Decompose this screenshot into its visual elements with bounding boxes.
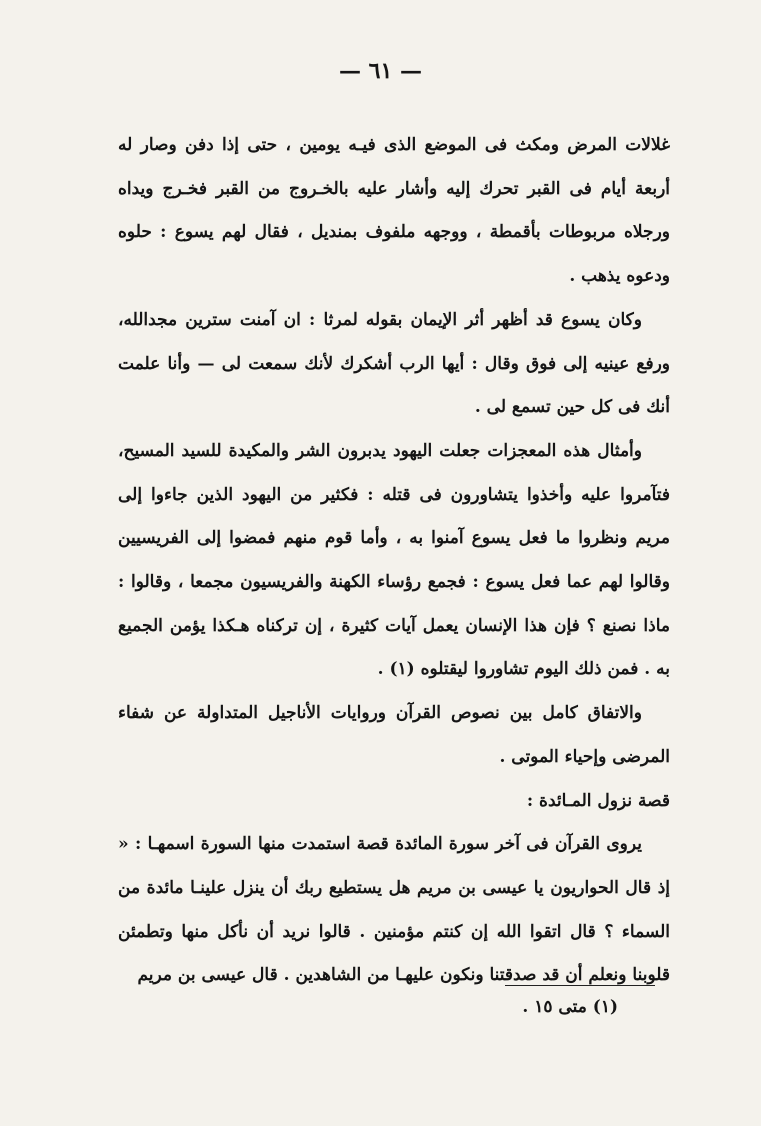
section-title: قصة نزول المـائدة : <box>526 790 670 811</box>
paragraph-1: غلالات المرض ومكث فى الموضع الذى فيـه يومين ، حتى إذا دفن وصار له أربعة أيام فى القبر تحرك إليه وأشار عليه بالخـروج من القبر فخـرج ويداه ورجلاه مربوطات بأقمطة ، ووجهه ملفوف بمنديل ، فقال لهم يسوع : حلوه ودعوه يذهب . <box>118 135 670 287</box>
page-number: — ٦١ — <box>339 58 422 84</box>
main-text <box>118 124 670 998</box>
paragraph-3: وأمثال هذه المعجزات جعلت اليهود يدبرون الشر والمكيدة للسيد المسيح، فتآمروا عليه وأخذوا يتشاورون فى قتله : فكثير من اليهود الذين جاءوا إلى مريم ونظروا ما فعل يسوع آمنوا به ، وأما قوم منهم فمضوا إلى الفريسيين وقالوا لهم عما فعل يسوع : فجمع رؤساء الكهنة والفريسيون مجمعا ، وقالوا : ماذا نصنع ؟ فإن هذا الإنسان يعمل آيات كثيرة ، إن تركناه هـكذا يؤمن الجميع به . فمن ذلك اليوم تشاوروا ليقتلوه (١) . <box>118 440 670 680</box>
paragraph-4: والاتفاق كامل بين نصوص القرآن وروايات الأناجيل المتداولة عن شفاء المرضى وإحياء الموتى . <box>118 703 670 767</box>
footnote-divider <box>505 985 655 986</box>
footnote: (١) متى ١٥ . <box>522 997 618 1017</box>
paragraph-2: وكان يسوع قد أظهر أثر الإيمان بقوله لمرثا : ان آمنت سترين مجدالله، ورفع عينيه إلى فوق وقال : أيها الرب أشكرك لأنك سمعت لى — وأنا علمت أنك فى كل حين تسمع لى . <box>118 309 670 418</box>
section-paragraph: يروى القرآن فى آخر سورة المائدة قصة استمدت منها السورة اسمهـا : « إذ قال الحواريون يا عيسى بن مريم هل يستطيع ربك أن ينزل علينـا مائدة من السماء ؟ قال اتقوا الله إن كنتم مؤمنين . قالوا نريد أن نأكل منها وتطمئن قلوبنا ونعلم أن قد صدقتنا ونكون عليهـا من الشاهدين . قال عيسى بن مريم <box>118 834 670 986</box>
